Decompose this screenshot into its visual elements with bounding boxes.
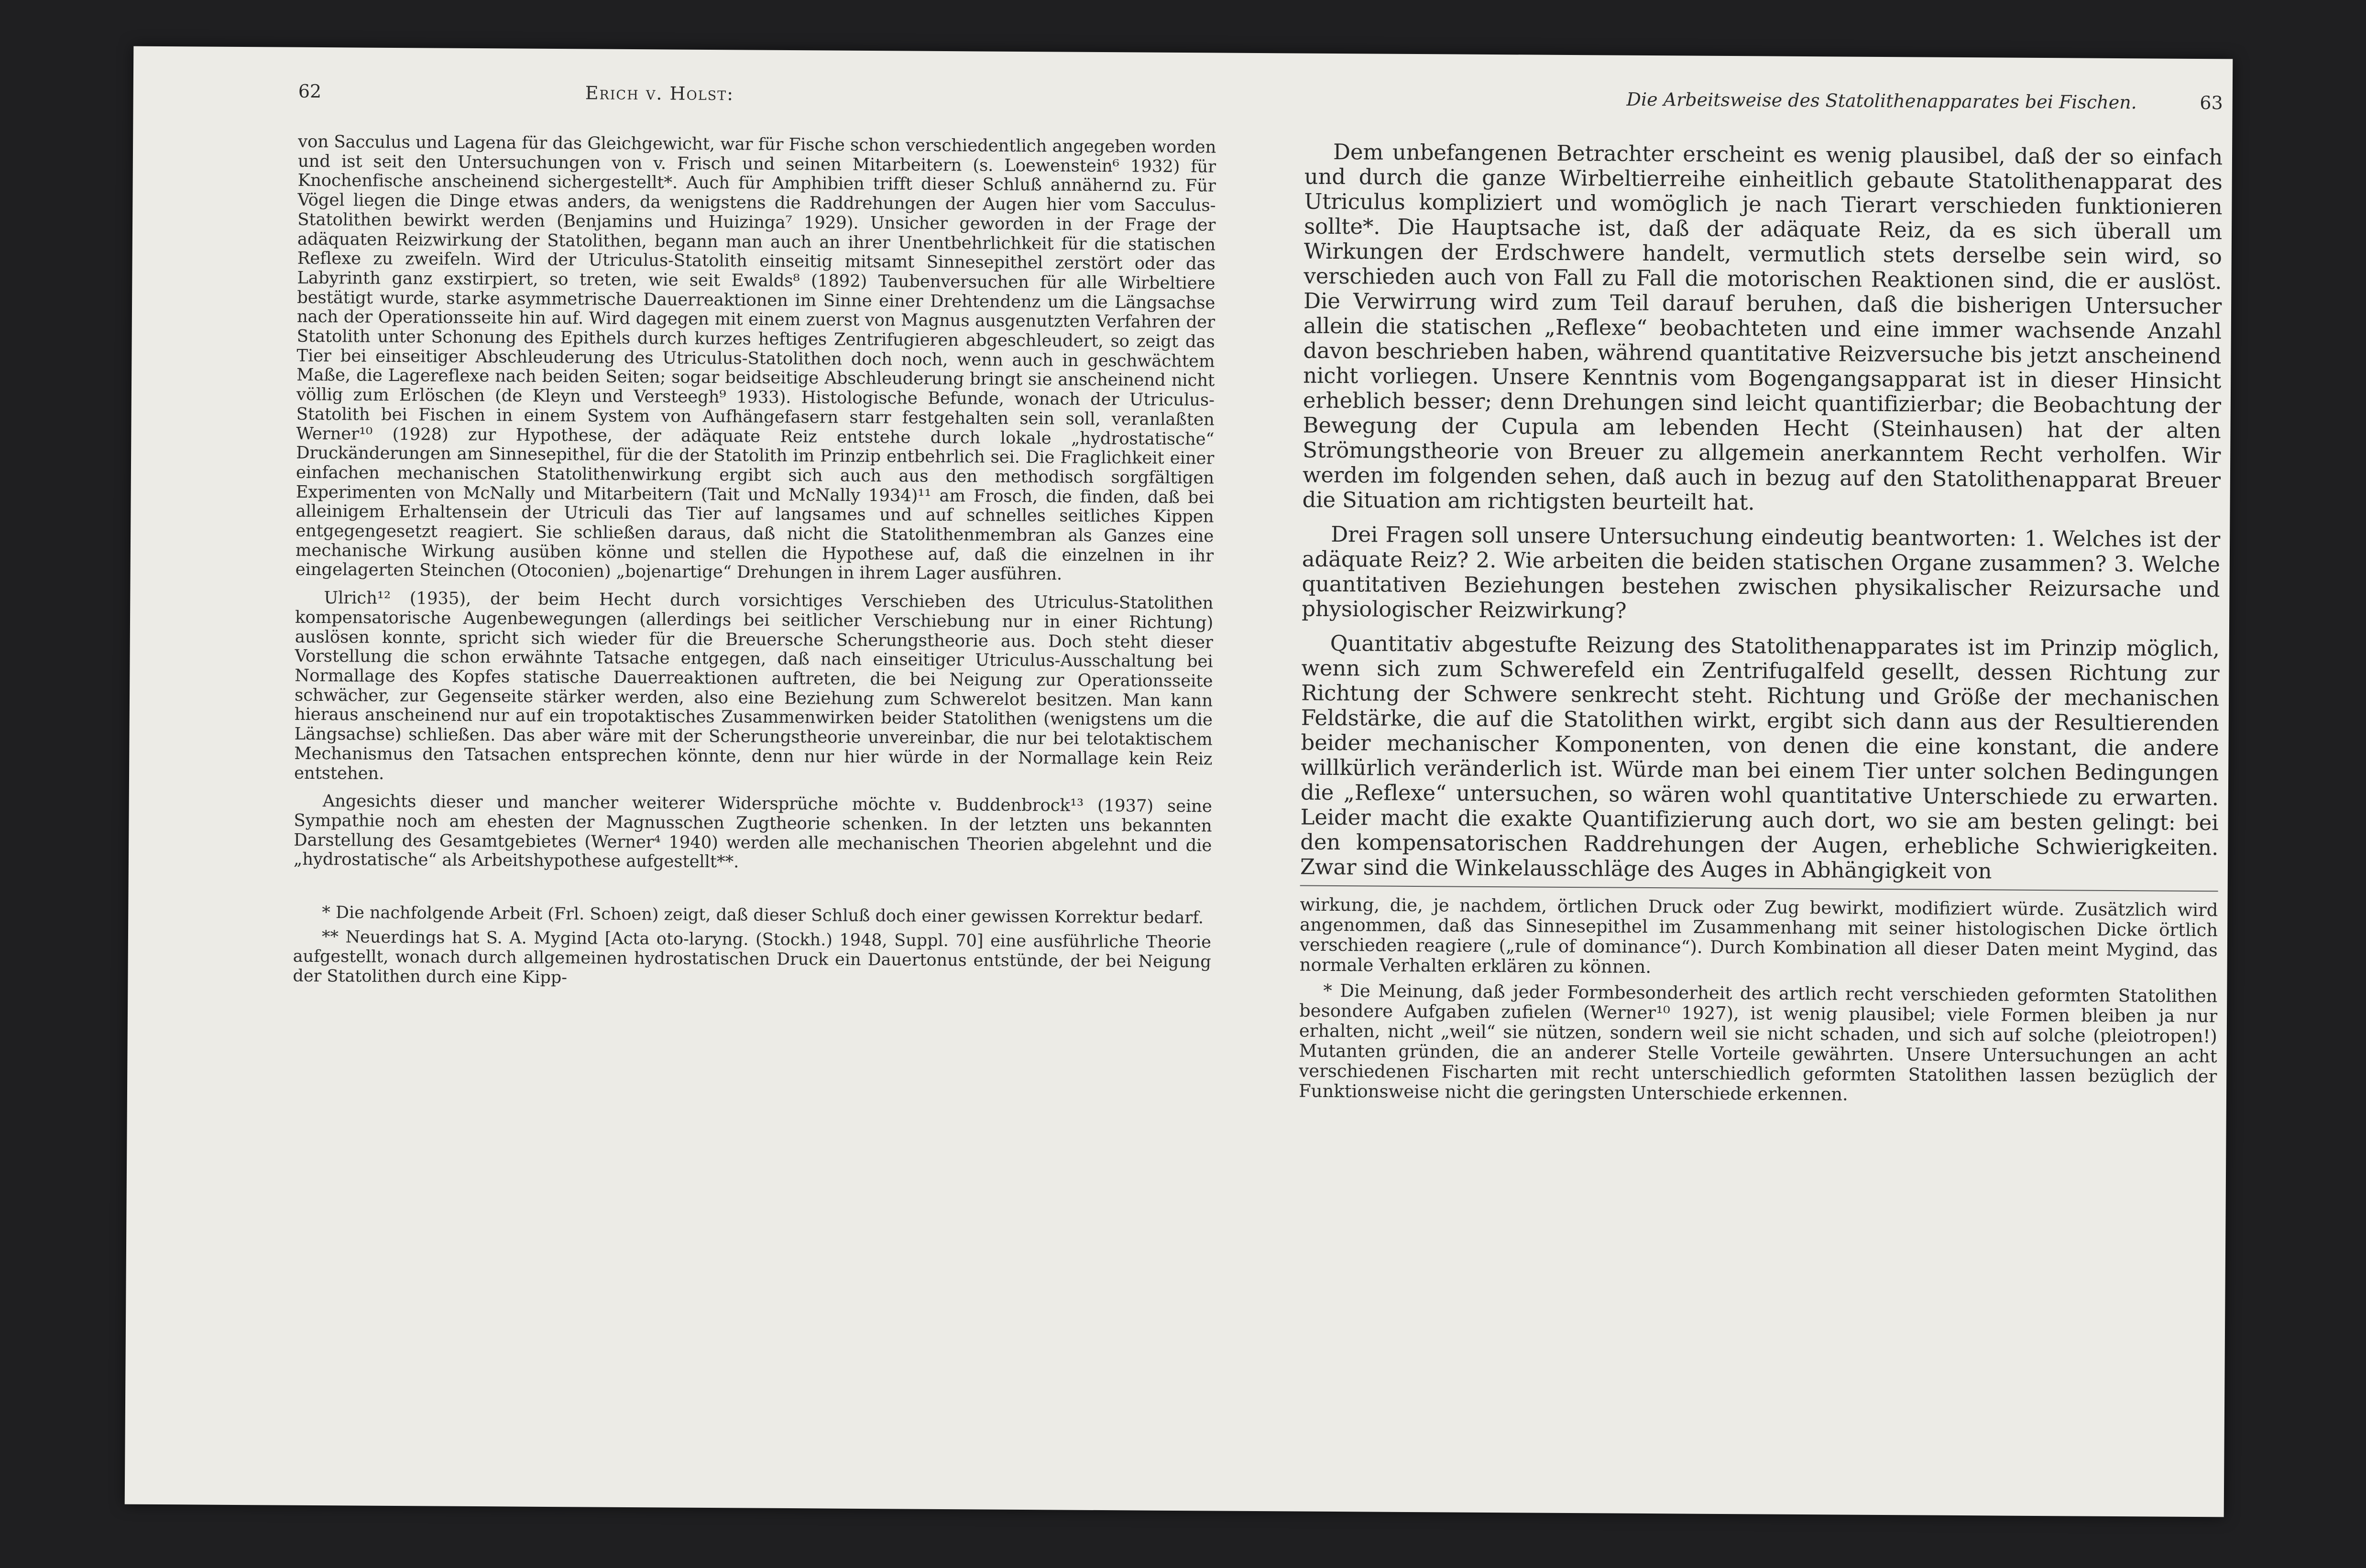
left-page [293,81,1216,992]
left-running-head: Erich v. Holst: [585,82,734,105]
left-paragraph-3: Angesichts dieser und mancher weiterer Widersprüche möchte v. Buddenbrock¹³ (1937) seine Sympathie noch am ehesten der Magnusschen Zugtheorie schenken. In der letzten uns bekannten Darstellung des Gesamtgebietes (Werner⁴ 1940) werden alle mechanischen Theorien abgelehnt und die „hydrostatische“ als Arbeitshypothese aufgestellt**. [293,791,1212,872]
right-page [1299,87,2223,1107]
left-footnote-1: * Die nachfolgende Arbeit (Frl. Schoen) zeigt, daß dieser Schluß doch einer gewissen Korrektur bedarf. [322,903,1204,928]
right-paragraph-2: Drei Fragen soll unsere Untersuchung eindeutig beantworten: 1. Welches ist der adäquate Reiz? 2. Wie arbeiten die beiden statischen Organe zusammen? 3. Welche quantitativen Beziehungen bestehen zwischen physikalischer Reizursache und physiologischer Reizwirkung? [1302,521,2221,623]
right-page-number: 63 [2200,92,2223,114]
right-running-head: Die Arbeitsweise des Statolithenapparates bei Fischen. [1626,88,2137,113]
right-footnote-1: wirkung, die, je nachdem, örtlichen Druck oder Zug bewirkt, modifiziert würde. Zusätzlich wird angenommen, daß das Sinnesepithel im Zusammenhang mit seiner histologischen Dicke örtlich verschieden reagiere („rule of dominance“). Durch Kombination all dieser Daten meint Mygind, das normale Verhalten erklären zu können. [1299,894,2218,978]
paper-sheet [125,46,2233,1517]
left-footnote-gap [293,870,1211,904]
left-page-number: 62 [298,80,322,102]
right-paragraph-3: Quantitativ abgestufte Reizung des Statolithenapparates ist im Prinzip möglich, wenn sich zum Schwerefeld ein Zentrifugalfeld gesellt, dessen Richtung zur Richtung der Schwere senkrecht steht. Richtung und Größe der mechanischen Feldstärke, die auf die Statolithen wirkt, ergibt sich dann aus der Resultierenden beider mechanischer Komponenten, von denen die eine konstant, die andere willkürlich veränderlich ist. Würde man bei einem Tier unter solchen Bedingungen die „Reflexe“ untersuchen, so wären wohl quantitative Unterschiede zu erwarten. Leider macht die exakte Quantifizierung auch dort, wo sie am besten gelingt: bei den kompensatorischen Raddrehungen der Augen, erhebliche Schwierigkeiten. Zwar sind die Winkelausschläge des Auges in Abhängigkeit von [1300,630,2220,884]
right-page-header [1304,87,2223,136]
right-footnote-2: * Die Meinung, daß jeder Formbesonderheit des artlich recht verschieden geformten Statolithen besondere Aufgaben zufielen (Werner¹⁰ 1927), ist wenig plausibel; viele Formen bleiben ja nur erhalten, nicht „weil“ sie nützen, sondern weil sie nicht schaden, und sich auf solche (pleiotropen!) Mutanten gründen, die an anderer Stelle Vorteile gewährten. Unsere Untersuchungen an acht verschiedenen Fischarten mit recht unterschiedlich geformten Statolithen lassen bezüglich der Funktionsweise nicht die geringsten Unterschiede erkennen. [1298,980,2218,1105]
left-footnote-2: ** Neuerdings hat S. A. Mygind [Acta oto-laryng. (Stockh.) 1948, Suppl. 70] eine ausführliche Theorie aufgestellt, wonach durch allgemeinen hydrostatischen Druck ein Dauertonus entstünde, der bei Neigung der Statolithen durch eine Kipp- [293,927,1212,988]
right-paragraph-1: Dem unbefangenen Betrachter erscheint es wenig plausibel, daß der so einfach und durch die ganze Wirbeltierreihe einheitlich gebaute Statolithenapparat des Utriculus kompliziert und womöglich je nach Tierart verschieden funktionieren sollte*. Die Hauptsache ist, daß der adäquate Reiz, da es sich überall um Wirkungen der Erdschwere handelt, vermutlich stets derselbe sein wird, so verschieden auch von Fall zu Fall die motorischen Reaktionen sind, die er auslöst. Die Verwirrung wird zum Teil darauf beruhen, daß die bisherigen Untersucher allein die statischen „Reflexe“ beobachteten und eine immer wachsende Anzahl davon beschrieben haben, während quantitative Reizversuche bis jetzt anscheinend nicht vorliegen. Unsere Kenntnis vom Bogengangsapparat ist in dieser Hinsicht erheblich besser; denn Drehungen sind leicht quantifizierbar; die Beobachtung der Bewegung der Cupula am lebenden Hecht (Steinhausen) hat der alten Strömungstheorie von Breuer zu allgemein anerkanntem Recht verholfen. Wir werden im folgenden sehen, daß auch in bezug auf den Statolithenapparat Breuer die Situation am richtigsten beurteilt hat. [1302,139,2223,515]
footnote-rule [1300,885,2218,892]
left-paragraph-2: Ulrich¹² (1935), der beim Hecht durch vorsichtiges Verschieben des Utriculus-Statolithen kompensatorische Augenbewegungen (allerdings bei seitlicher Verschiebung nur in einer Richtung) auslösen konnte, spricht sich wieder für die Breuersche Scherungstheorie aus. Doch steht dieser Vorstellung die schon erwähnte Tatsache entgegen, daß nach einseitiger Utriculus-Ausschaltung bei Normallage des Kopfes statische Dauerreaktionen auftreten, die bei Neigung zur Operationsseite schwächer, zur Gegenseite stärker werden, also eine Beziehung zum Schwerelot besitzen. Man kann hieraus anscheinend nur auf ein tropotaktisches Zusammenwirken beider Statolithen (wenigstens um die Längsachse) schließen. Das aber wäre mit der Scherungstheorie unvereinbar, die nur bei telotaktischem Mechanismus den Tatsachen entsprechen könnte, denn nur hier würde in der Normallage kein Reiz entstehen. [294,588,1214,784]
left-paragraph-1: von Sacculus und Lagena für das Gleichgewicht, war für Fische schon verschiedentlich angegeben worden und ist seit den Untersuchungen von v. Frisch und seinen Mitarbeitern (s. Loewenstein⁶ 1932) für Knochenfische anscheinend sichergestellt*. Auch für Amphibien trifft dieser Schluß annähernd zu. Für Vögel liegen die Dinge etwas anders, da wenigstens die Raddrehungen der Augen hier vom Sacculus-Statolithen bewirkt werden (Benjamins und Huizinga⁷ 1929). Unsicher geworden in der Frage der adäquaten Reizwirkung der Statolithen, begann man auch an ihrer Unentbehrlichkeit für die statischen Reflexe zu zweifeln. Wird der Utriculus-Statolith einseitig mitsamt Sinnesepithel zerstört oder das Labyrinth ganz exstirpiert, so treten, wie seit Ewalds⁸ (1892) Taubenversuchen für alle Wirbeltiere bestätigt wurde, starke asymmetrische Dauerreaktionen im Sinne einer Drehtendenz um die Längsachse nach der Operationsseite hin auf. Wird dagegen mit einem zuerst von Magnus ausgenutzten Verfahren der Statolith unter Schonung des Epithels durch kurzes heftiges Zentrifugieren abgeschleudert, so zeigt das Tier bei einseitiger Abschleuderung des Utriculus-Statolithen doch noch, wenn auch in geschwächtem Maße, die Lagereflexe nach beiden Seiten; sogar beidseitige Abschleuderung bringt sie anscheinend nicht völlig zum Erlöschen (de Kleyn und Versteegh⁹ 1933). Histologische Befunde, wonach der Utriculus-Statolith bei Fischen in einem System von Aufhängefasern starr festgehalten sein soll, veranlaßten Werner¹⁰ (1928) zur Hypothese, der adäquate Reiz entstehe durch lokale „hydrostatische“ Druckänderungen am Sinnesepithel, für die der Statolith im Prinzip entbehrlich sei. Die Fraglichkeit einer einfachen mechanischen Statolithenwirkung ergibt sich auch aus den methodisch sorgfältigen Experimenten von McNally und Mitarbeitern (Tait und McNally 1934)¹¹ am Frosch, die finden, daß bei alleinigem Erhaltensein der Utriculi das Tier auf langsames und auf schnelles seitliches Kippen entgegengesetzt reagiert. Sie schließen daraus, daß nicht die Statolithenmembran als Ganzes eine mechanische Wirkung ausüben könne und stellen die Hypothese auf, daß die einzelnen in ihr eingelagerten Steinchen (Otoconien) „bojenartige“ Drehungen in ihrem Lager ausführen. [295,131,1216,584]
left-page-header [298,81,1216,130]
